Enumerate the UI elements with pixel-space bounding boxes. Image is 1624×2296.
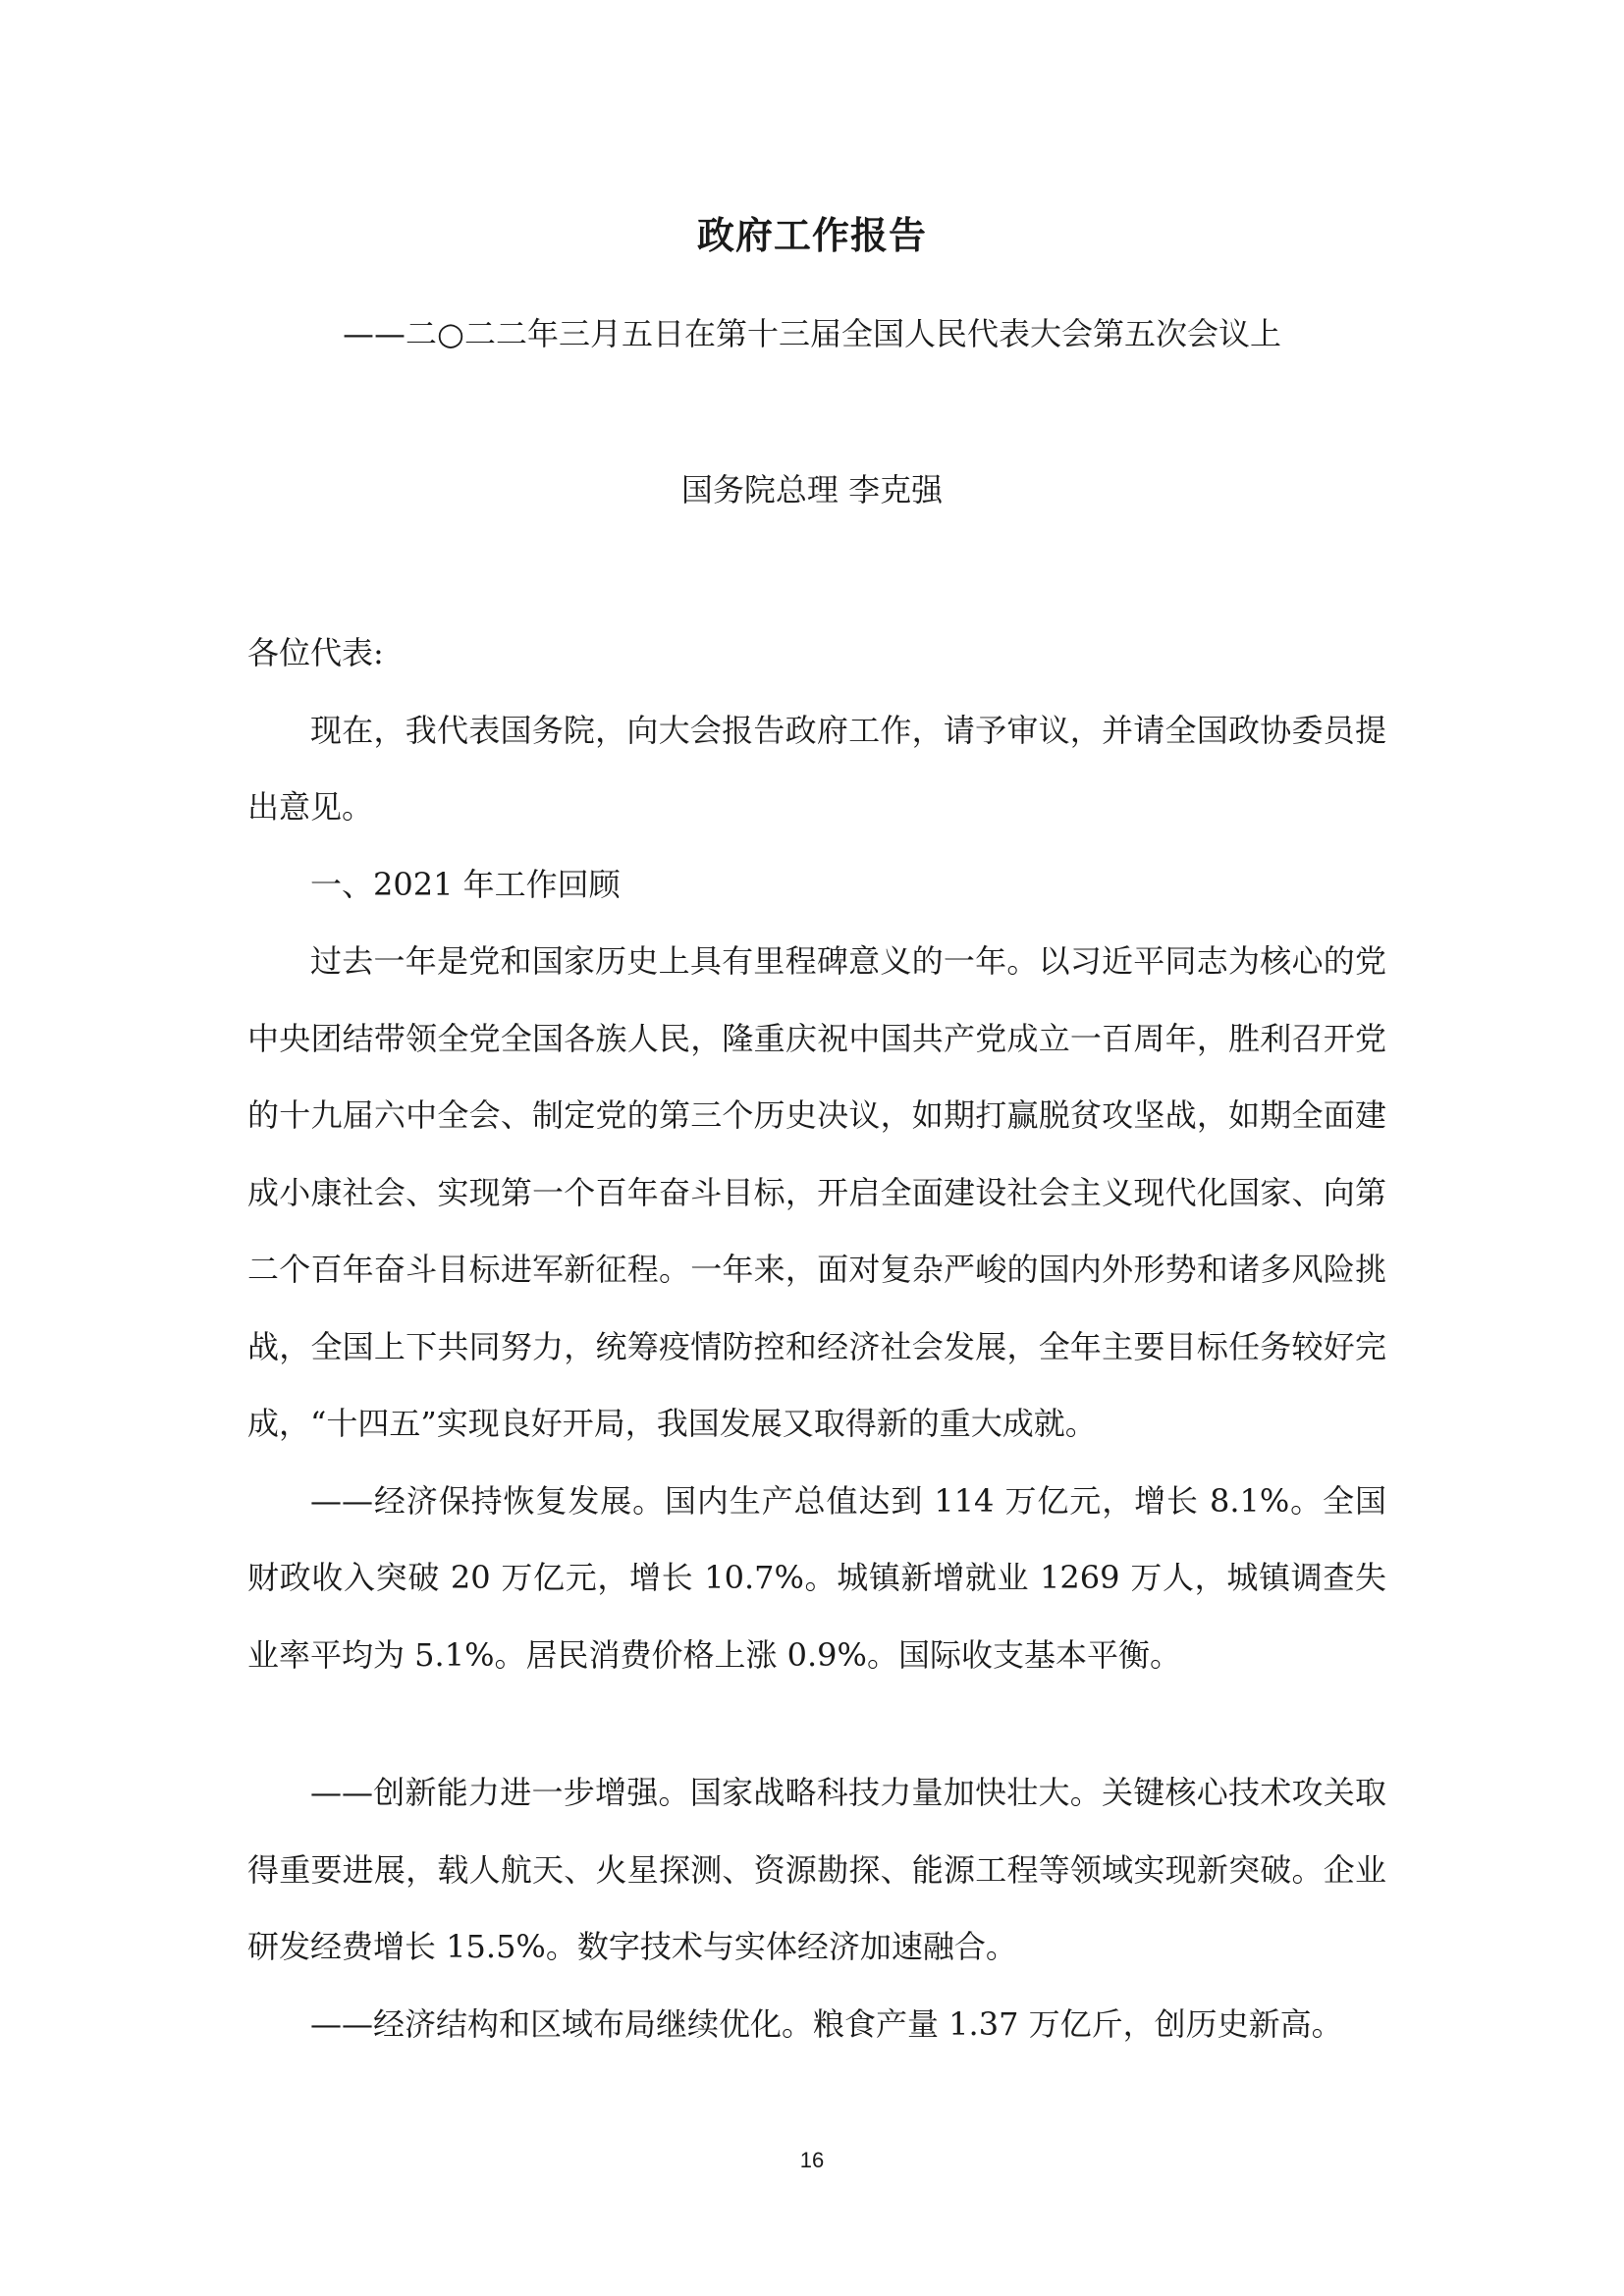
report-body-section-2 <box>247 1754 1386 2062</box>
paragraph-structure: ——经济结构和区域布局继续优化。粮食产量 1.37 万亿斤，创历史新高。 <box>310 2004 1343 2043</box>
section-heading: 一、2021 年工作回顾 <box>310 865 621 903</box>
report-body-section-1 <box>247 614 1386 1693</box>
page-number: 16 <box>799 2148 825 2172</box>
document-author: 国务院总理 李克强 <box>680 471 944 508</box>
paragraph-opening: 现在，我代表国务院，向大会报告政府工作，请予审议，并请全国政协委员提出意见。 <box>247 711 1386 826</box>
document-title: 政府工作报告 <box>696 214 927 257</box>
paragraph-innovation: ——创新能力进一步增强。国家战略科技力量加快壮大。关键核心技术攻关取得重要进展，载人航天、火星探测、资源勘探、能源工程等领域实现新突破。企业研发经费增长 15.5%。数字技术与实体经济加速融合。 <box>247 1774 1386 1965</box>
paragraph-review: 过去一年是党和国家历史上具有里程碑意义的一年。以习近平同志为核心的党中央团结带领全党全国各族人民，隆重庆祝中国共产党成立一百周年，胜利召开党的十九届六中全会、制定党的第三个历史决议，如期打赢脱贫攻坚战，如期全面建成小康社会、实现第一个百年奋斗目标，开启全面建设社会主义现代化国家、向第二个百年奋斗目标进军新征程。一年来，面对复杂严峻的国内外形势和诸多风险挑战，全国上下共同努力，统筹疫情防控和经济社会发展，全年主要目标任务较好完成，“十四五”实现良好开局，我国发展又取得新的重大成就。 <box>247 942 1386 1442</box>
document-subtitle: ——二○二二年三月五日在第十三届全国人民代表大会第五次会议上 <box>343 315 1281 352</box>
greeting: 各位代表: <box>247 634 384 671</box>
paragraph-economy: ——经济保持恢复发展。国内生产总值达到 114 万亿元，增长 8.1%。全国财政收入突破 20 万亿元，增长 10.7%。城镇新增就业 1269 万人，城镇调查失业率平均为 5.1%。居民消费价格上涨 0.9%。国际收支基本平衡。 <box>247 1481 1386 1674</box>
